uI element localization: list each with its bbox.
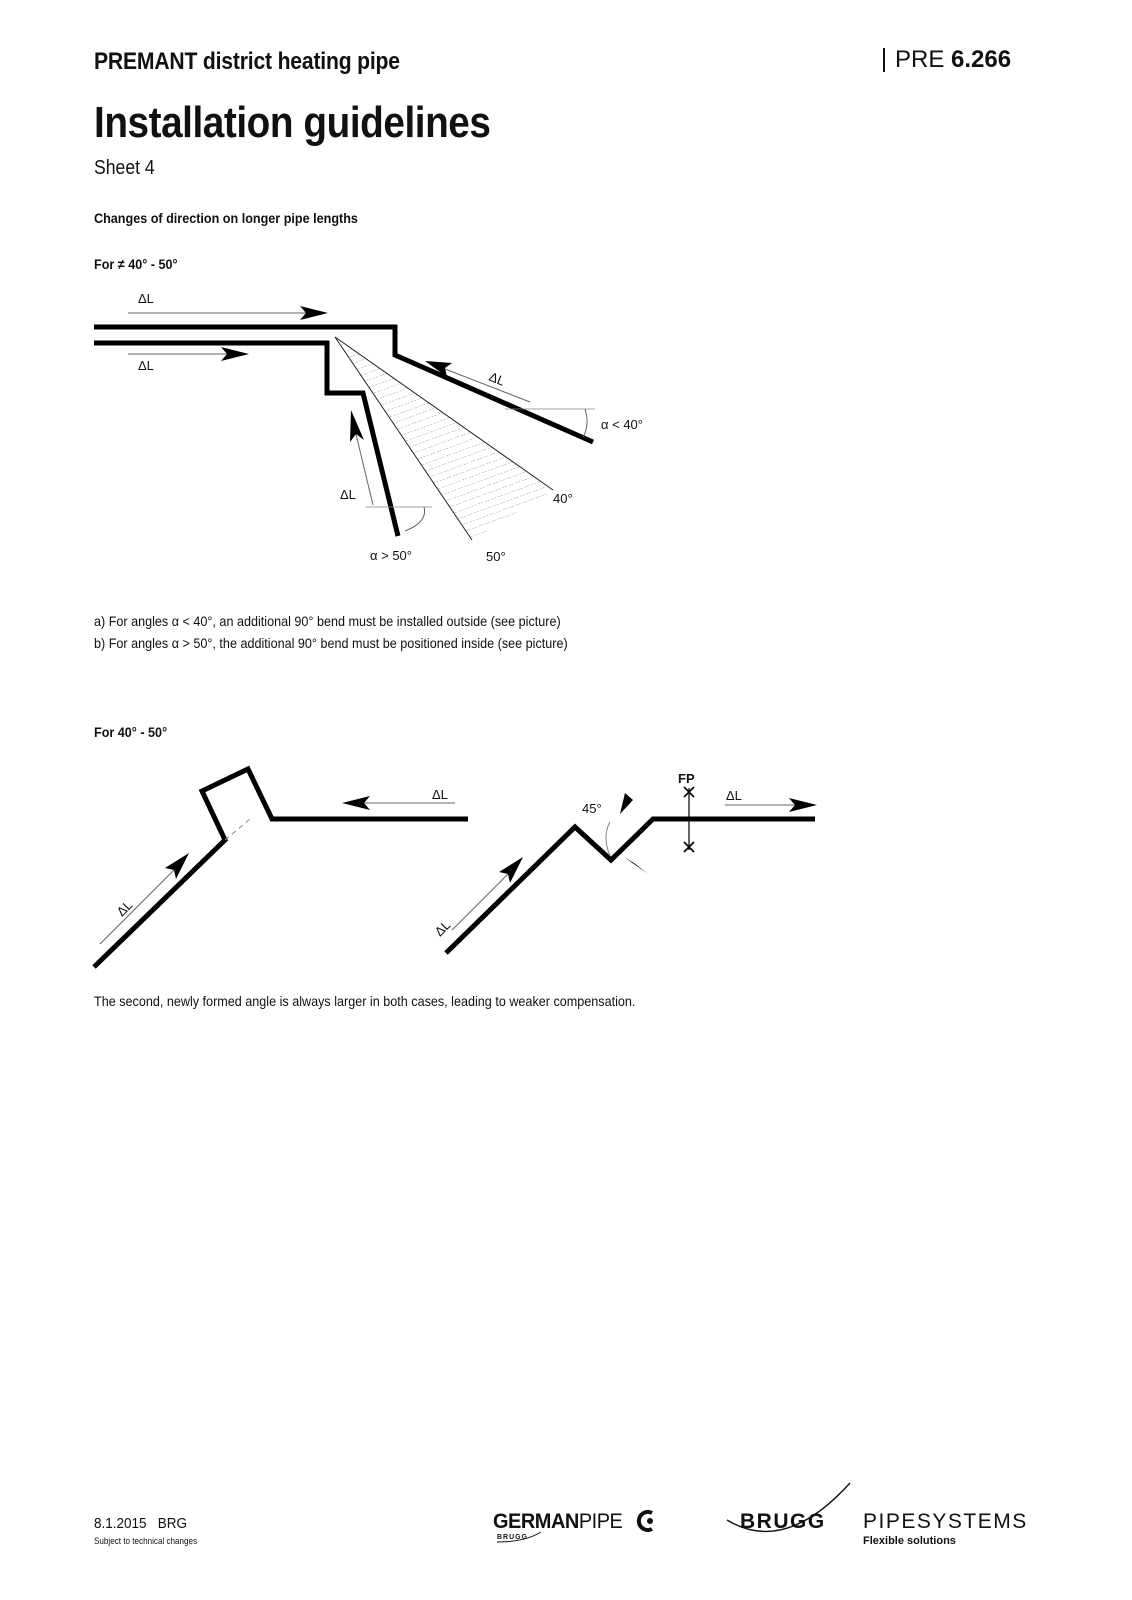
pipe-loop-left [94, 769, 468, 967]
label-deg-45: 45° [582, 801, 602, 816]
germanpipe-sub: BRUGG [497, 1534, 529, 1541]
pipe-zigzag-right [446, 819, 815, 953]
page-title: Installation guidelines [94, 98, 491, 147]
case2-heading: For 40° - 50° [94, 724, 168, 740]
sheet-subtitle: Sheet 4 [94, 157, 155, 179]
label-dl-top: ΔL [138, 291, 154, 306]
label-deg-40: 40° [553, 491, 573, 506]
label-fp: FP [678, 771, 695, 786]
arrow-45-top [620, 793, 633, 814]
document-code-prefix: PRE [895, 46, 945, 73]
label-dl-left-horiz: ΔL [432, 787, 448, 802]
label-dl-diagonal: ΔL [486, 368, 508, 389]
header-product: PREMANT district heating pipe [94, 48, 400, 75]
brugg-logo-word: BRUGG [740, 1510, 826, 1533]
note-a: a) For angles α < 40°, an additional 90° bend must be installed outside (see picture) [94, 613, 561, 629]
germanpipe-logo-a: GERMAN [493, 1510, 579, 1533]
label-dl-lower: ΔL [138, 358, 154, 373]
tagline: Flexible solutions [863, 1535, 956, 1547]
germanpipe-logo-b: PIPE [578, 1510, 623, 1533]
section-heading: Changes of direction on longer pipe lengths [94, 210, 358, 226]
case2-note: The second, newly formed angle is always larger in both cases, leading to weaker compensation. [94, 993, 636, 1009]
germanpipe-swoosh-icon [495, 1530, 545, 1544]
case1-heading: For ≠ 40° - 50° [94, 256, 178, 272]
label-deg-50: 50° [486, 549, 506, 564]
arrow-45-bottom [624, 857, 648, 874]
note-b: b) For angles α > 50°, the additional 90° bend must be positioned inside (see picture) [94, 635, 568, 651]
label-dl-steep: ΔL [340, 487, 356, 502]
footer-note: Subject to technical changes [94, 1536, 198, 1546]
label-alpha-lt-40: α < 40° [601, 417, 643, 432]
germanpipe-mark-icon [633, 1509, 661, 1533]
document-code-number: 6.266 [951, 46, 1012, 73]
label-alpha-gt-50: α > 50° [370, 548, 412, 563]
brugg-swoosh-icon [725, 1475, 860, 1550]
label-dl-right-diag: ΔL [431, 917, 454, 940]
label-dl-left-diag: ΔL [113, 897, 136, 920]
label-dl-right-horiz: ΔL [726, 788, 742, 803]
footer-date: 8.1.2015 BRG [94, 1515, 188, 1532]
pipesystems-logo-word: PIPESYSTEMS [863, 1510, 1028, 1533]
